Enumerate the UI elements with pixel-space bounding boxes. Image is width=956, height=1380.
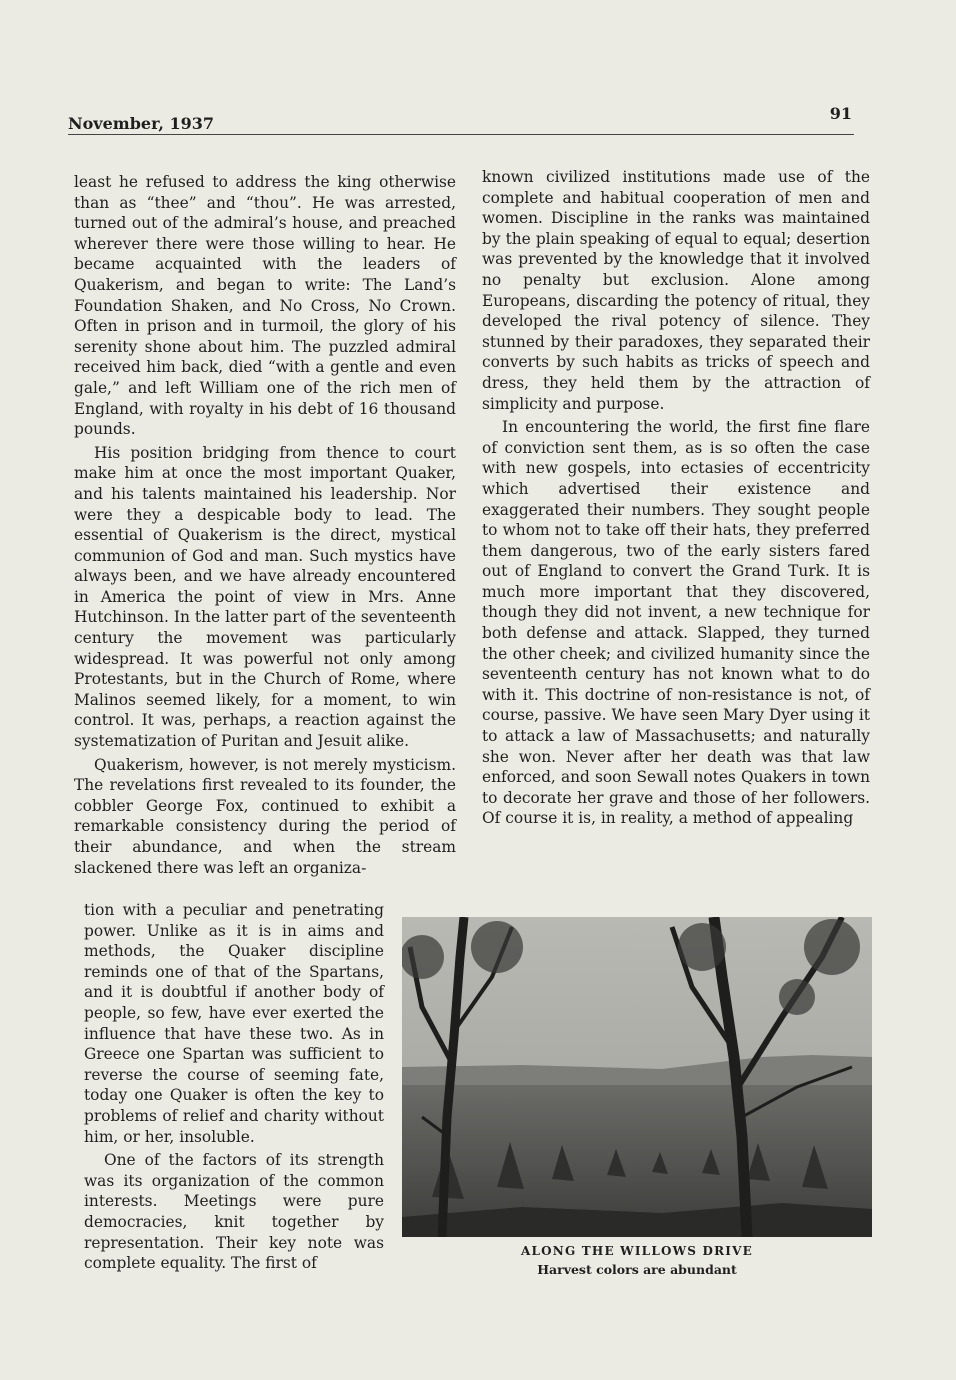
caption-title: ALONG THE WILLOWS DRIVE (521, 1244, 753, 1258)
left-column-lower (84, 900, 384, 1274)
page-date: November, 1937 (68, 114, 215, 133)
left-paragraph-4: One of the factors of its strength was its organization of the common interests. Meetings were pure democracies, knit together by representation. Their key note was complete equality. The first of (84, 1151, 384, 1273)
left-column (74, 172, 456, 878)
right-paragraph-2: In encountering the world, the first fine flare of conviction sent them, as is so often the case with new gospels, into ectasies of eccentricity which advertised their existence and exaggerated their numbers. They sought people to whom not to take off their hats, they preferred them dangerous, two of the early sisters fared out of England to convert the Grand Turk. It is much more important that they discovered, though they did not invent, a new technique for both defense and attack. Slapped, they turned the other cheek; and civilized humanity since the seventeenth century has not known what to do with it. This doctrine of non-resistance is not, of course, passive. We have seen Mary Dyer using it to attack a law of Massachusetts; and naturally she won. Never after her death was that law enforced, and soon Sewall notes Quakers in town to decorate her grave and those of her followers. Of course it is, in reality, a method of appealing (482, 418, 870, 828)
left-paragraph-1: least he refused to address the king otherwise than as “thee” and “thou”. He was arrested, turned out of the admiral’s house, and preached wherever there were those willing to hear. He became acquainted with the leaders of Quakerism, and began to write: The Land’s Foundation Shaken, and No Cross, No Crown. Often in prison and in turmoil, the glory of his serenity shone about him. The puzzled admiral received him back, died “with a gentle and even gale,” and left William one of the rich men of England, with royalty in his debt of 16 thousand pounds. (74, 173, 456, 439)
right-column (482, 167, 870, 829)
photo-figure (402, 917, 872, 1277)
page-number: 91 (829, 104, 852, 123)
caption-subtitle: Harvest colors are abundant (537, 1262, 737, 1277)
page-header (68, 104, 854, 132)
left-paragraph-3: Quakerism, however, is not merely mysticism. The revelations first revealed to its founder, the cobbler George Fox, continued to exhibit a remarkable consistency during the period of their abundance, and when the stream slackened there was left an organiza- (74, 755, 456, 877)
header-rule (68, 134, 854, 135)
landscape-photo (402, 917, 872, 1237)
left-paragraph-3-continued: tion with a peculiar and penetrating power. Unlike as it is in aims and methods, the Quaker discipline reminds one of that of the Spartans, and it is doubtful if another body of people, so few, have ever exerted the influence that have these two. As in Greece one Spartan was sufficient to reverse the course of seeming fate, today one Quaker is often the key to problems of relief and charity without him, or her, insoluble. (84, 901, 384, 1146)
right-paragraph-1: known civilized institutions made use of the complete and habitual cooperation of men and women. Discipline in the ranks was maintained by the plain speaking of equal to equal; desertion was prevented by the knowledge that it involved no penalty but exclusion. Alone among Europeans, discarding the potency of ritual, they developed the rival potency of silence. They stunned by their paradoxes, they separated their converts by such habits as tricks of speech and dress, they held them by the attraction of simplicity and purpose. (482, 168, 870, 413)
left-paragraph-2: His position bridging from thence to court make him at once the most important Quaker, and his talents maintained his leadership. Nor were they a despicable body to lead. The essential of Quakerism is the direct, mystical communion of God and man. Such mystics have always been, and we have already encountered in America the point of view in Mrs. Anne Hutchinson. In the latter part of the seventeenth century the movement was particularly widespread. It was powerful not only among Protestants, but in the Church of Rome, where Malinos seemed likely, for a moment, to win control. It was, perhaps, a reaction against the systematization of Puritan and Jesuit alike. (74, 443, 456, 751)
